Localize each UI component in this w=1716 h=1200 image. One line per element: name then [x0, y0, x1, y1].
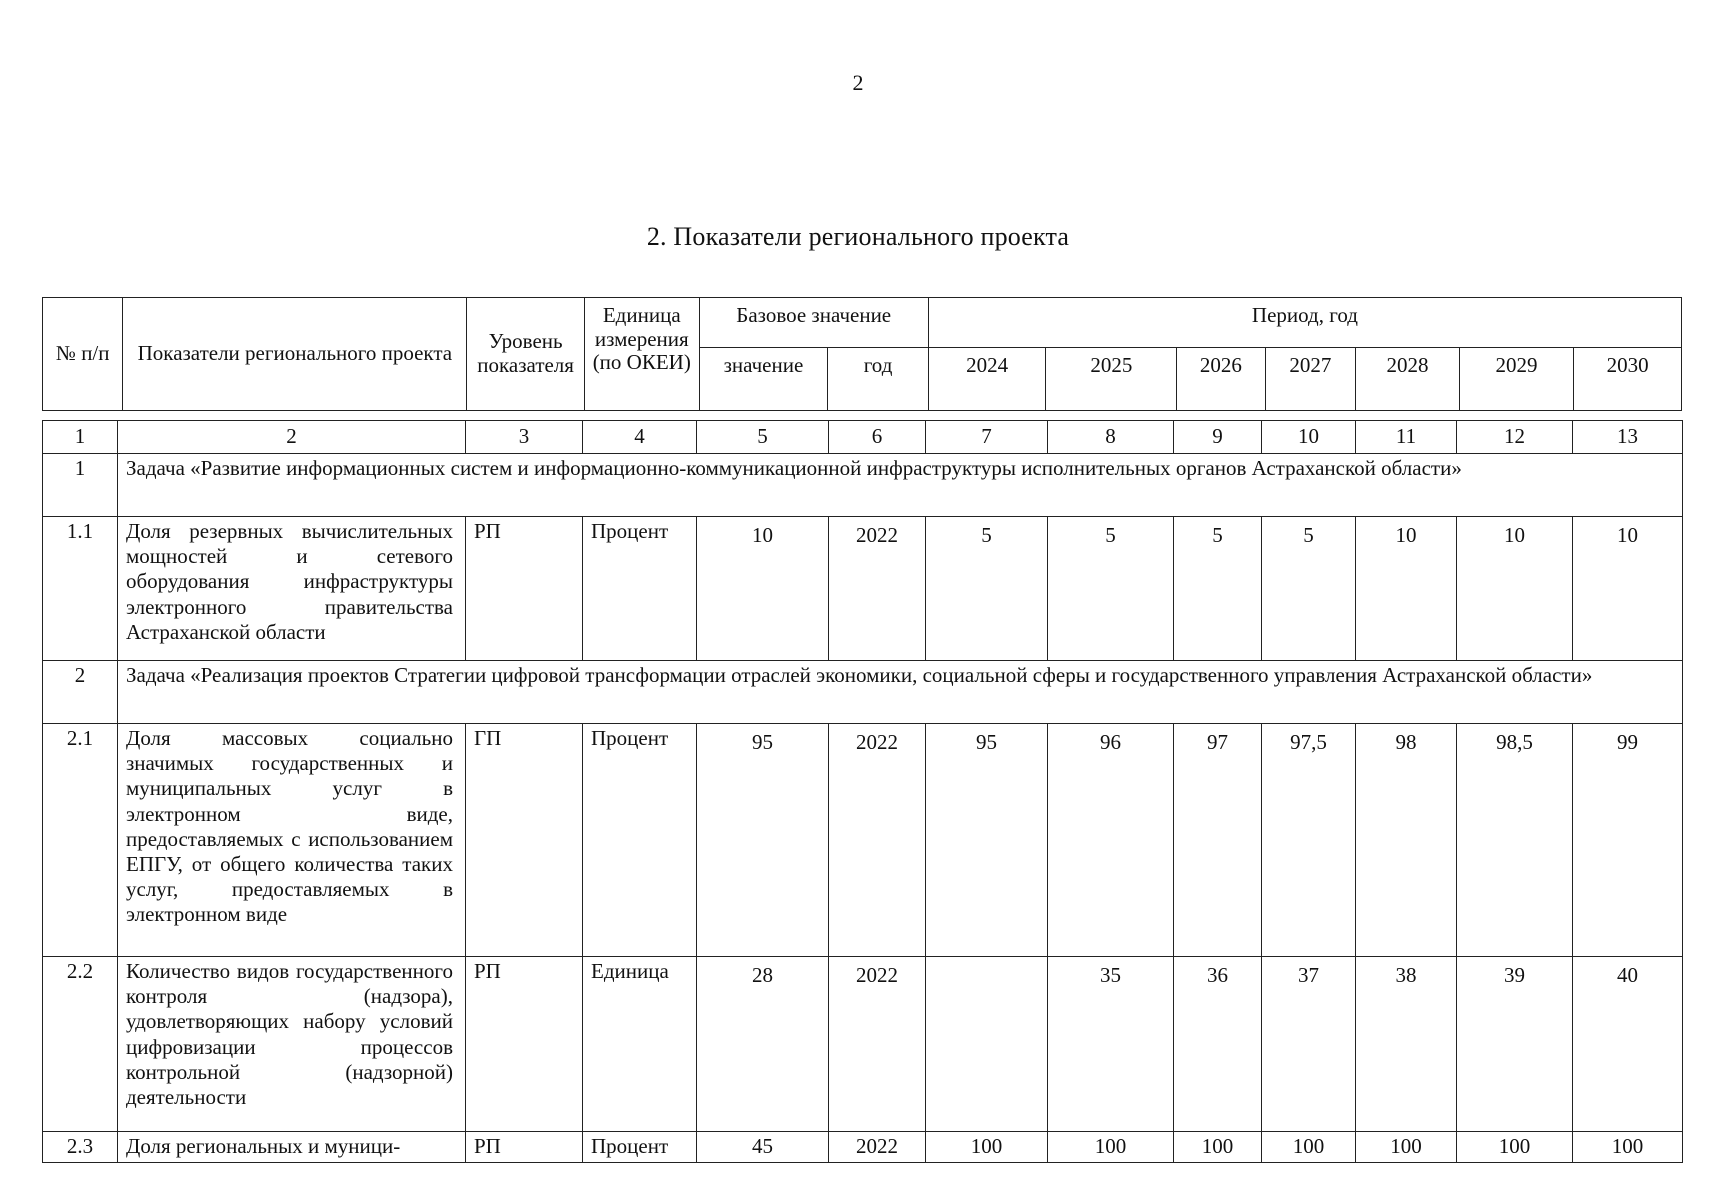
header-base-year: год: [828, 348, 929, 411]
year-value: 37: [1262, 957, 1356, 1132]
year-value: 97,5: [1262, 724, 1356, 957]
indicators-table-body: [42, 420, 1683, 1163]
base-value: 10: [697, 517, 829, 661]
year-value: 100: [1457, 1132, 1573, 1163]
header-year: 2025: [1046, 348, 1177, 411]
year-value: 100: [1048, 1132, 1174, 1163]
base-year: 2022: [829, 724, 926, 957]
header-year: 2024: [928, 348, 1046, 411]
task-title: Задача «Реализация проектов Стратегии цифровой трансформации отраслей экономики, социальной сферы и государственного управления Астраханской области»: [118, 661, 1683, 724]
table-row: [43, 1132, 1683, 1163]
year-value: 38: [1356, 957, 1457, 1132]
year-value: 5: [1262, 517, 1356, 661]
year-value: 96: [1048, 724, 1174, 957]
year-value: 39: [1457, 957, 1573, 1132]
year-value: 35: [1048, 957, 1174, 1132]
indicator-name: Доля резервных вычислительных мощностей и сетевого оборудования инфраструктуры электронного правительства Астраханской области: [118, 517, 466, 661]
indicators-table-header: [42, 297, 1682, 411]
column-number: 5: [697, 421, 829, 454]
base-year: 2022: [829, 517, 926, 661]
indicator-name: Количество видов государственного контроля (надзора), удовлетворяющих набору условий цифровизации процессов контрольной (надзорной) деятельности: [118, 957, 466, 1132]
column-number: 7: [926, 421, 1048, 454]
header-period: Период, год: [928, 298, 1681, 348]
year-value: 100: [926, 1132, 1048, 1163]
column-number: 13: [1573, 421, 1683, 454]
year-value: 98,5: [1457, 724, 1573, 957]
year-value: 5: [1174, 517, 1262, 661]
table-row: [43, 724, 1683, 957]
year-value: 10: [1573, 517, 1683, 661]
table-row: [43, 517, 1683, 661]
column-number: 9: [1174, 421, 1262, 454]
base-value: 45: [697, 1132, 829, 1163]
table-row: [43, 957, 1683, 1132]
column-number: 2: [118, 421, 466, 454]
indicator-unit: Процент: [583, 724, 697, 957]
column-numbers-row: [43, 421, 1683, 454]
header-no: № п/п: [43, 298, 123, 411]
column-number: 12: [1457, 421, 1573, 454]
header-indicator: Показатели регионального проекта: [123, 298, 467, 411]
header-base-value: значение: [699, 348, 828, 411]
task-number: 2: [43, 661, 118, 724]
column-number: 6: [829, 421, 926, 454]
year-value: 100: [1573, 1132, 1683, 1163]
year-value: 40: [1573, 957, 1683, 1132]
year-value: 98: [1356, 724, 1457, 957]
base-year: 2022: [829, 957, 926, 1132]
year-value: 5: [926, 517, 1048, 661]
task-row: [43, 454, 1683, 517]
year-value: 99: [1573, 724, 1683, 957]
base-value: 28: [697, 957, 829, 1132]
indicator-unit: Единица: [583, 957, 697, 1132]
page-number: 2: [852, 70, 864, 95]
indicator-level: ГП: [466, 724, 583, 957]
year-value: 100: [1356, 1132, 1457, 1163]
year-value: 95: [926, 724, 1048, 957]
task-number: 1: [43, 454, 118, 517]
indicator-level: РП: [466, 517, 583, 661]
header-base: Базовое значение: [699, 298, 928, 348]
row-number: 2.3: [43, 1132, 118, 1163]
base-value: 95: [697, 724, 829, 957]
column-number: 4: [583, 421, 697, 454]
page-title: 2. Показатели регионального проекта: [646, 222, 1070, 251]
task-title: Задача «Развитие информационных систем и информационно-коммуникационной инфраструктуры исполнительных органов Астраханской области»: [118, 454, 1683, 517]
year-value: 100: [1174, 1132, 1262, 1163]
indicator-level: РП: [466, 1132, 583, 1163]
header-unit: Единица измерения (по ОКЕИ): [584, 298, 699, 411]
header-year: 2030: [1574, 348, 1682, 411]
year-value: 36: [1174, 957, 1262, 1132]
column-number: 10: [1262, 421, 1356, 454]
year-value: 100: [1262, 1132, 1356, 1163]
header-year: 2028: [1356, 348, 1460, 411]
year-value: 10: [1457, 517, 1573, 661]
column-number: 3: [466, 421, 583, 454]
row-number: 2.1: [43, 724, 118, 957]
column-number: 1: [43, 421, 118, 454]
indicator-unit: Процент: [583, 517, 697, 661]
year-value: 97: [1174, 724, 1262, 957]
header-year: 2026: [1177, 348, 1265, 411]
indicator-name: Доля региональных и муници-: [118, 1132, 466, 1163]
header-year: 2027: [1265, 348, 1355, 411]
header-level: Уровень показателя: [467, 298, 585, 411]
indicator-unit: Процент: [583, 1132, 697, 1163]
task-row: [43, 661, 1683, 724]
column-number: 8: [1048, 421, 1174, 454]
indicator-name: Доля массовых социально значимых государственных и муниципальных услуг в электронном виде, предоставляемых с использованием ЕПГУ, от общего количества таких услуг, предоставляемых в электронном виде: [118, 724, 466, 957]
year-value: 10: [1356, 517, 1457, 661]
row-number: 2.2: [43, 957, 118, 1132]
indicator-level: РП: [466, 957, 583, 1132]
base-year: 2022: [829, 1132, 926, 1163]
header-year: 2029: [1459, 348, 1574, 411]
year-value: [926, 957, 1048, 1132]
row-number: 1.1: [43, 517, 118, 661]
column-number: 11: [1356, 421, 1457, 454]
year-value: 5: [1048, 517, 1174, 661]
